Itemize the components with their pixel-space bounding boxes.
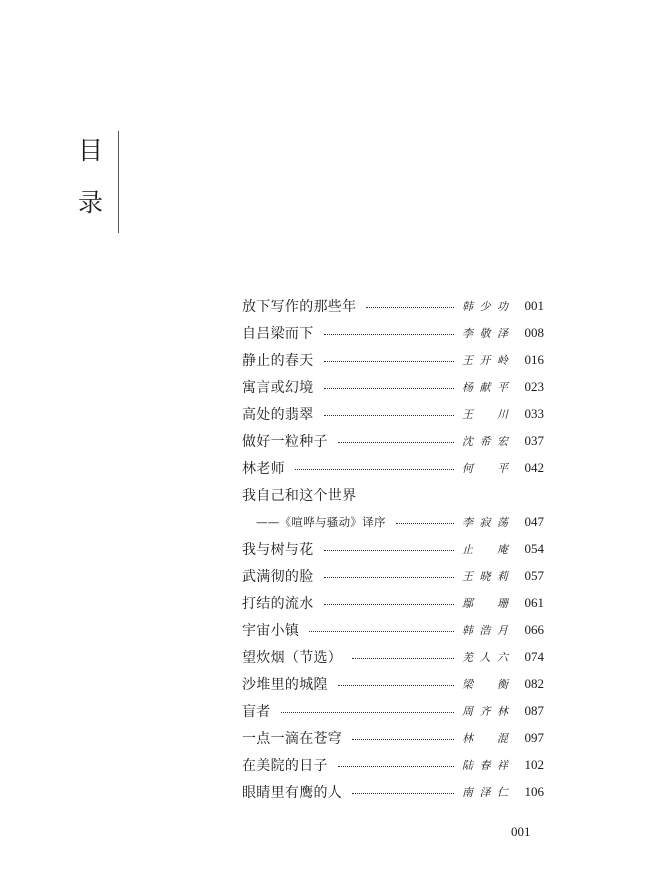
toc-entry-page: 074 xyxy=(524,648,544,664)
dot-leader xyxy=(352,658,454,659)
toc-entry-title: 我自己和这个世界 xyxy=(242,487,357,504)
page-number: 001 xyxy=(511,824,531,839)
toc-entry-page: 023 xyxy=(524,378,544,394)
toc-entry-page: 057 xyxy=(524,567,544,583)
toc-entry-author: 止 庵 xyxy=(462,542,508,556)
toc-entry[interactable] xyxy=(242,400,544,427)
toc-entry-page: 087 xyxy=(524,702,544,718)
toc-entry-author: 鄢 珊 xyxy=(462,596,508,610)
toc-entry[interactable] xyxy=(242,481,544,508)
toc-entry-author: 羌人六 xyxy=(462,650,508,664)
dot-leader xyxy=(324,415,455,416)
toc-entry[interactable] xyxy=(242,562,544,589)
toc-entry[interactable] xyxy=(242,535,544,562)
toc-entry-title: 一点一滴在苍穹 xyxy=(242,730,343,747)
toc-entry[interactable] xyxy=(242,751,544,778)
toc-heading xyxy=(78,138,112,215)
dot-leader xyxy=(338,685,454,686)
toc-entry[interactable] xyxy=(242,724,544,751)
dot-leader xyxy=(338,442,454,443)
toc-entry-page: 033 xyxy=(524,405,544,421)
toc-entry[interactable] xyxy=(242,454,544,481)
toc-entry-author: 南泽仁 xyxy=(462,785,508,799)
dot-leader xyxy=(295,469,454,470)
toc-entry-author: 何 平 xyxy=(462,461,508,475)
toc-entry-page: 102 xyxy=(524,756,544,772)
dot-leader xyxy=(309,631,454,632)
toc-entry-author: 韩少功 xyxy=(462,299,508,313)
toc-entry-title: 高处的翡翠 xyxy=(242,406,314,423)
toc-entry-author: 王晓莉 xyxy=(462,569,508,583)
toc-entry-title: 做好一粒种子 xyxy=(242,433,328,450)
toc-entry-page: 054 xyxy=(524,540,544,556)
toc-entry-page: 097 xyxy=(524,729,544,745)
toc-entry[interactable] xyxy=(242,319,544,346)
toc-entry-title: 打结的流水 xyxy=(242,595,314,612)
dot-leader xyxy=(366,307,454,308)
dot-leader xyxy=(338,766,454,767)
heading-char-1: 目 xyxy=(78,136,104,165)
toc-entry-title: 寓言或幻境 xyxy=(242,379,314,396)
toc-entry-page: 016 xyxy=(524,351,544,367)
toc-entry-author: 李敬泽 xyxy=(462,326,508,340)
toc-entry[interactable] xyxy=(242,670,544,697)
toc-entry-author: 王 川 xyxy=(462,407,508,421)
toc-entry[interactable] xyxy=(242,697,544,724)
toc-entry[interactable] xyxy=(242,373,544,400)
dot-leader xyxy=(324,388,455,389)
toc-entry-author: 韩浩月 xyxy=(462,623,508,637)
toc-entry[interactable] xyxy=(242,616,544,643)
dot-leader xyxy=(324,604,455,605)
toc-entry-title: 林老师 xyxy=(242,460,285,477)
toc-entry-title: 沙堆里的城隍 xyxy=(242,676,328,693)
dot-leader xyxy=(352,793,454,794)
heading-divider xyxy=(118,131,119,233)
toc-entry-title: 静止的春天 xyxy=(242,352,314,369)
dot-leader xyxy=(352,739,454,740)
toc-entry-title: 武满彻的脸 xyxy=(242,568,314,585)
toc-entry-page: 008 xyxy=(524,324,544,340)
dot-leader xyxy=(324,550,455,551)
toc-entry-page: 106 xyxy=(524,783,544,799)
toc-entry-author: 杨献平 xyxy=(462,380,508,394)
toc-entry-title: ——《喧哗与骚动》译序 xyxy=(256,514,386,529)
toc-entry-page: 037 xyxy=(524,432,544,448)
toc-entry-title: 放下写作的那些年 xyxy=(242,298,357,315)
toc-entry-page: 082 xyxy=(524,675,544,691)
toc-entry[interactable] xyxy=(242,292,544,319)
toc-entry[interactable] xyxy=(242,508,544,535)
toc-entry-page: 061 xyxy=(524,594,544,610)
dot-leader xyxy=(324,334,455,335)
toc-entry-title: 望炊烟（节选） xyxy=(242,649,343,666)
dot-leader xyxy=(281,712,454,713)
toc-entry-title: 宇宙小镇 xyxy=(242,622,300,639)
toc-entry[interactable] xyxy=(242,778,544,805)
dot-leader xyxy=(396,523,454,524)
toc-entry-page: 001 xyxy=(524,297,544,313)
toc-entry-title: 在美院的日子 xyxy=(242,757,328,774)
toc-entry-title: 我与树与花 xyxy=(242,541,314,558)
dot-leader xyxy=(324,577,455,578)
toc-entry[interactable] xyxy=(242,643,544,670)
toc-entry-author: 王开岭 xyxy=(462,353,508,367)
toc-entry[interactable] xyxy=(242,589,544,616)
toc-entry-title: 自吕梁而下 xyxy=(242,325,314,342)
toc-entry-page: 047 xyxy=(524,513,544,529)
toc-entry-author: 梁 衡 xyxy=(462,677,508,691)
toc-entry-page: 066 xyxy=(524,621,544,637)
toc-entry-author: 周齐林 xyxy=(462,704,508,718)
heading-char-2: 录 xyxy=(78,188,104,217)
toc-list xyxy=(242,292,544,805)
dot-leader xyxy=(324,361,455,362)
toc-entry-author: 陆春祥 xyxy=(462,758,508,772)
toc-entry-author: 李寂荡 xyxy=(462,515,508,529)
toc-entry-title: 眼睛里有鹰的人 xyxy=(242,784,343,801)
toc-entry-title: 盲者 xyxy=(242,703,271,720)
toc-entry-author: 沈希宏 xyxy=(462,434,508,448)
toc-entry[interactable] xyxy=(242,427,544,454)
toc-entry[interactable] xyxy=(242,346,544,373)
toc-entry-page: 042 xyxy=(524,459,544,475)
toc-entry-author: 林 混 xyxy=(462,731,508,745)
